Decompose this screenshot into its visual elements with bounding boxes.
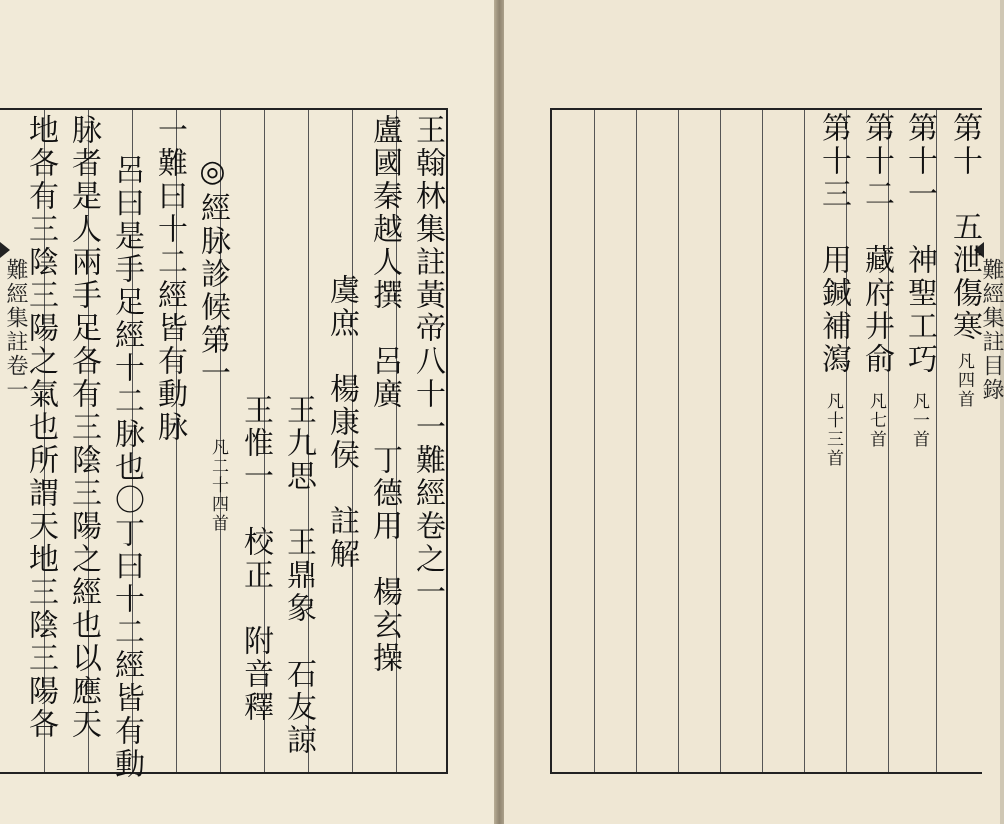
- right-page: [504, 0, 1004, 824]
- toc-note-13: 凡十三首: [823, 392, 843, 468]
- left-page: [0, 0, 496, 824]
- author-column: 盧國秦越人撰 呂廣 丁德用 楊玄操: [367, 114, 402, 675]
- toc-entry-10: 第十 五泄傷寒: [947, 112, 982, 343]
- editor-column: 王九思 王鼎象 石友諒: [281, 394, 316, 757]
- column-rule: [720, 110, 721, 772]
- column-rule: [636, 110, 637, 772]
- column-rule: [594, 110, 595, 772]
- text-column: 呂曰是手足經十二脉也〇丁曰十二經皆有動: [109, 154, 144, 781]
- text-column: 地各有三陰三陽之氣也所謂天地三陰三陽各: [23, 114, 58, 741]
- margin-title-left: 難經集註卷一: [3, 258, 28, 402]
- column-rule: [762, 110, 763, 772]
- heading-column: 王翰林集註黃帝八十一難經卷之一: [410, 114, 445, 609]
- margin-title-right: 難經集註目錄: [979, 258, 1004, 402]
- column-rule: [678, 110, 679, 772]
- toc-entry-12: 第十二 藏府井俞: [859, 112, 894, 376]
- text-column: 脉者是人兩手足各有三陰三陽之經也以應天: [66, 114, 101, 741]
- toc-note-10: 凡四首: [954, 352, 974, 409]
- commentator-column: 虞庶 楊康侯 註解: [324, 274, 359, 571]
- toc-note-11: 凡一首: [909, 392, 929, 449]
- column-rule: [804, 110, 805, 772]
- chapter-heading-column: ◎經脉診候第一: [195, 154, 230, 390]
- toc-note-12: 凡七首: [866, 392, 886, 449]
- toc-entry-11: 第十一 神聖工巧: [902, 112, 937, 376]
- collator-column: 王惟一 校正 附音釋: [238, 394, 273, 724]
- toc-entry-13: 第十三 用鍼補瀉: [816, 112, 851, 376]
- chapter-note: 凡二十四首: [208, 438, 228, 533]
- text-column: 一難曰十二經皆有動脉: [152, 114, 187, 444]
